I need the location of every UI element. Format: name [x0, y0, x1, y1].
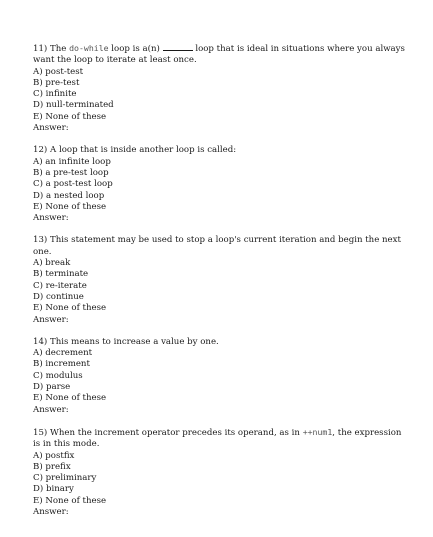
answer-option: C) a post-test loop — [33, 179, 113, 190]
answer-option: E) None of these — [33, 495, 107, 506]
answer-option: B) a pre-test loop — [33, 167, 109, 178]
fill-in-blank — [163, 42, 193, 51]
answer-option: E) None of these — [33, 303, 107, 314]
inline-code: ++num1 — [302, 426, 333, 437]
question-13 — [33, 235, 408, 325]
answer-option: C) preliminary — [33, 473, 97, 484]
question-text — [33, 427, 408, 451]
question-number: 14) — [33, 336, 48, 347]
answer-option: E) None of these — [33, 201, 107, 212]
answer-option: A) post-test — [33, 66, 84, 77]
question-text-segment: loop that is ideal in situations where you always want the loop to iterate at least once. — [33, 44, 405, 66]
answer-option: B) prefix — [33, 461, 71, 472]
question-number: 11) — [33, 44, 48, 54]
answer-label: Answer: — [33, 404, 69, 415]
answer-option: E) None of these — [33, 393, 107, 404]
question-text-segment: A loop that is inside another loop is called: — [47, 145, 237, 156]
answer-label: Answer: — [33, 506, 69, 517]
question-text-segment: The — [47, 44, 70, 54]
answer-option: D) continue — [33, 291, 84, 302]
answer-option: C) infinite — [33, 89, 77, 100]
answer-option: C) modulus — [33, 370, 83, 381]
question-12 — [33, 145, 408, 224]
question-text-segment: , the expression is in this mode. — [33, 427, 402, 450]
answer-option: B) pre-test — [33, 77, 80, 88]
answer-option: D) parse — [33, 382, 71, 393]
question-text-segment: loop is a(n) — [108, 44, 163, 54]
answer-label: Answer: — [33, 123, 69, 134]
answer-option: A) postfix — [33, 450, 75, 461]
answer-option: E) None of these — [33, 111, 107, 122]
answer-option: D) binary — [33, 484, 74, 495]
question-number: 13) — [33, 235, 48, 246]
answer-option: D) a nested loop — [33, 190, 105, 201]
question-14 — [33, 337, 408, 416]
answer-option: C) re-iterate — [33, 280, 87, 291]
answer-label: Answer: — [33, 213, 69, 224]
answer-option: B) terminate — [33, 269, 89, 280]
question-text-segment: This means to increase a value by one. — [47, 336, 219, 347]
question-11 — [33, 42, 408, 134]
answer-label: Answer: — [33, 314, 69, 325]
question-text — [33, 145, 408, 156]
quiz-page — [33, 42, 408, 529]
answer-option: B) increment — [33, 359, 90, 370]
inline-code: do-while — [69, 43, 109, 53]
question-text — [33, 235, 408, 258]
question-number: 12) — [33, 145, 48, 156]
answer-option: A) break — [33, 258, 71, 269]
question-15 — [33, 427, 408, 518]
answer-option: A) an infinite loop — [33, 156, 111, 167]
question-text — [33, 337, 408, 348]
question-number: 15) — [33, 427, 48, 438]
question-text-segment: This statement may be used to stop a loop's current iteration and begin the next one. — [33, 235, 401, 257]
answer-option: A) decrement — [33, 348, 93, 359]
answer-option: D) null-terminated — [33, 100, 114, 111]
question-text-segment: When the increment operator precedes its operand, as in — [47, 427, 303, 438]
question-text — [33, 42, 408, 67]
